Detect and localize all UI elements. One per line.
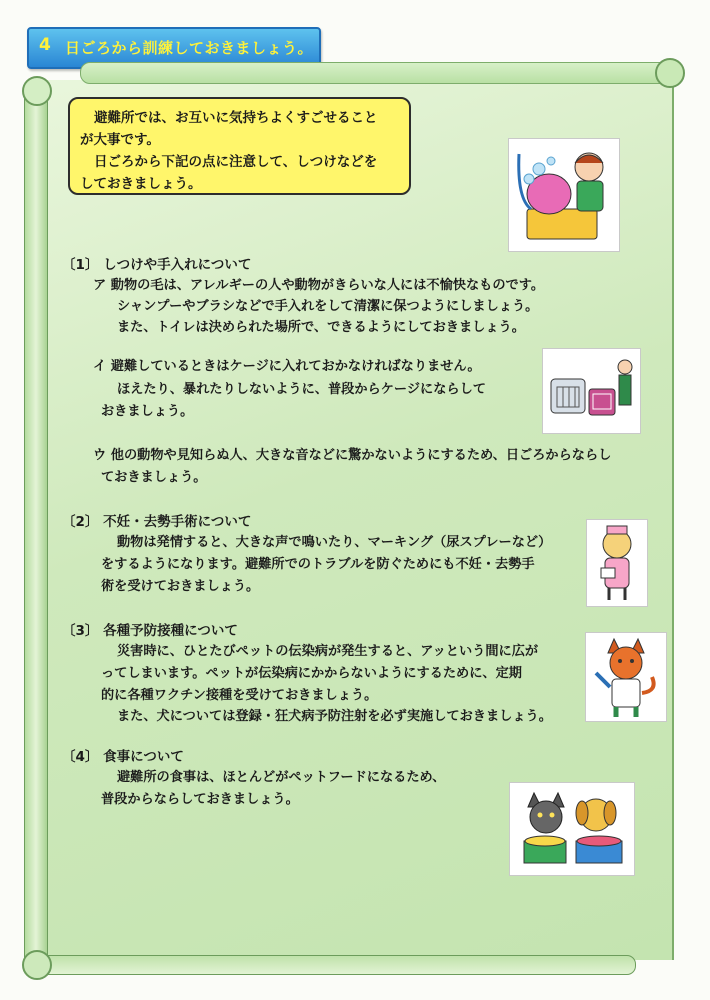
section-number: 4 bbox=[39, 35, 51, 55]
section-1-u-line: ウ 他の動物や見知らぬ人、大きな音などに驚かないようにするため、日ごろからならし bbox=[93, 448, 612, 463]
section-title: 日ごろから訓練しておきましょう。 bbox=[65, 39, 314, 57]
scroll-left-roll bbox=[24, 80, 48, 972]
scroll-curl-icon bbox=[22, 76, 52, 106]
section-2-line: 動物は発情すると、大きな声で鳴いたり、マーキング（尿スプレーなど） bbox=[117, 535, 552, 550]
section-1-heading: 〔1〕 しつけや手入れについて bbox=[62, 257, 252, 273]
intro-line: 避難所では、お互いに気持ちよくすごせること bbox=[94, 110, 378, 126]
scroll-curl-icon bbox=[655, 58, 685, 88]
nurse-dog-illustration bbox=[586, 519, 648, 607]
intro-line: しておきましょう。 bbox=[80, 176, 202, 192]
section-1-a-line: また、トイレは決められた場所で、できるようにしておきましょう。 bbox=[117, 320, 525, 335]
pet-cage-illustration bbox=[542, 348, 641, 434]
section-4-line: 普段からならしておきましょう。 bbox=[101, 792, 299, 807]
section-2-line: 術を受けておきましょう。 bbox=[101, 579, 260, 594]
intro-line: が大事です。 bbox=[80, 132, 160, 148]
vet-cat-illustration bbox=[585, 632, 667, 722]
scroll-curl-icon bbox=[22, 950, 52, 980]
pets-eating-illustration bbox=[509, 782, 635, 876]
section-1-i-line: ほえたり、暴れたりしないように、普段からケージにならして bbox=[117, 382, 486, 397]
section-3-line: 的に各種ワクチン接種を受けておきましょう。 bbox=[101, 688, 378, 703]
section-1-u-line: ておきましょう。 bbox=[101, 470, 207, 485]
section-4-line: 避難所の食事は、ほとんどがペットフードになるため、 bbox=[117, 770, 446, 785]
scroll-bottom-roll bbox=[24, 955, 636, 975]
section-1-a-line: ア 動物の毛は、アレルギーの人や動物がきらいな人には不愉快なものです。 bbox=[93, 278, 545, 293]
section-3-heading: 〔3〕 各種予防接種について bbox=[62, 623, 238, 639]
dog-shampoo-illustration bbox=[508, 138, 620, 252]
section-3-line: ってしまいます。ペットが伝染病にかからないようにするために、定期 bbox=[101, 666, 522, 681]
section-1-i-line: おきましょう。 bbox=[101, 404, 194, 419]
section-2-heading: 〔2〕 不妊・去勢手術について bbox=[62, 514, 252, 530]
section-3-line: 災害時に、ひとたびペットの伝染病が発生すると、アッという間に広が bbox=[117, 644, 539, 659]
section-2-line: をするようになります。避難所でのトラブルを防ぐためにも不妊・去勢手 bbox=[101, 557, 535, 572]
section-1-i-line: イ 避難しているときはケージに入れておかなければなりません。 bbox=[93, 359, 481, 374]
intro-note bbox=[68, 97, 411, 195]
section-1-a-line: シャンプーやブラシなどで手入れをして清潔に保つようにしましょう。 bbox=[117, 299, 539, 314]
intro-line: 日ごろから下記の点に注意して、しつけなどを bbox=[94, 154, 378, 170]
scroll-top-roll bbox=[80, 62, 672, 84]
section-3-line: また、犬については登録・狂犬病予防注射を必ず実施しておきましょう。 bbox=[117, 709, 552, 724]
section-4-heading: 〔4〕 食事について bbox=[62, 749, 184, 765]
